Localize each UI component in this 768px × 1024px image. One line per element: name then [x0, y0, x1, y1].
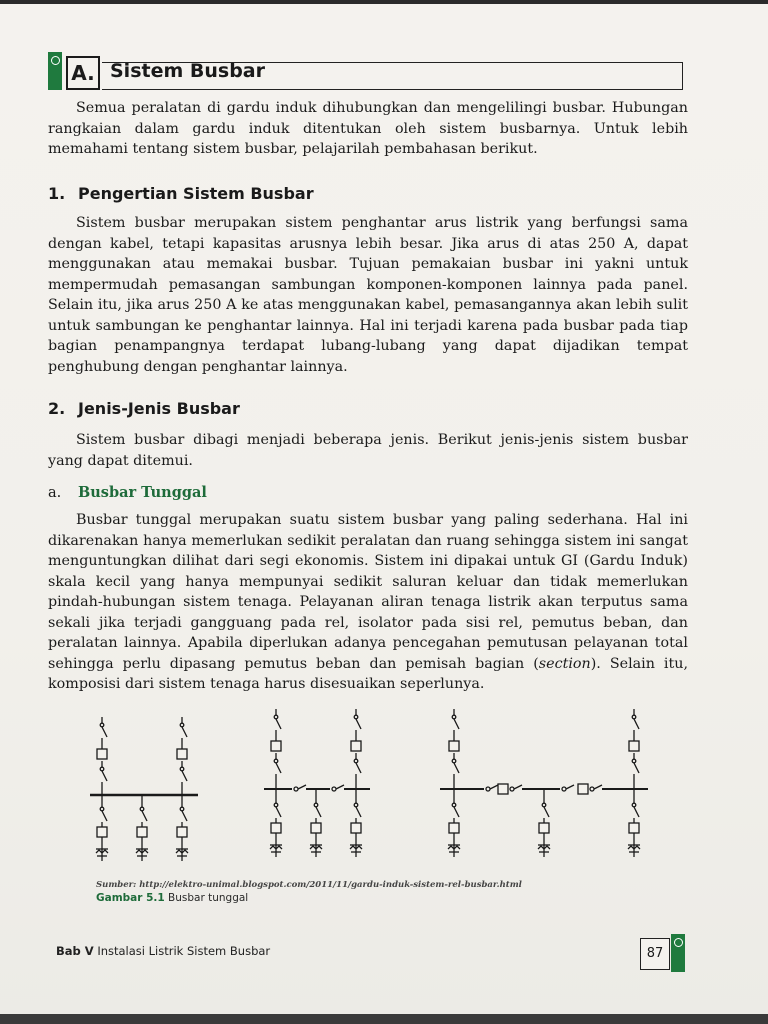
footer-chapter	[56, 944, 270, 958]
busbar-diagram-figure	[80, 705, 680, 880]
subsection-a-paragraph	[48, 510, 688, 695]
subsection-a-title: Busbar Tunggal	[78, 484, 207, 501]
diagram-sectioned-busbar	[264, 709, 370, 857]
subsection-a-text-after: ). Selain itu, komposisi dari sistem tenaga harus disesuaikan seperlunya.	[48, 655, 688, 692]
footer-chapter-label: Bab V	[56, 944, 94, 958]
section-title-box	[102, 62, 683, 90]
subsection-1-number: 1.	[48, 184, 66, 203]
section-tab-marker	[48, 52, 62, 90]
page-number-tab	[671, 934, 685, 972]
subsection-a-heading	[48, 484, 207, 501]
section-title: Sistem Busbar	[110, 60, 265, 82]
figure-caption-text: Busbar tunggal	[168, 892, 249, 904]
subsection-2-heading	[48, 399, 240, 418]
diagram-simple-busbar	[90, 717, 198, 861]
page-number: 87	[640, 938, 670, 970]
subsection-2-title: Jenis-Jenis Busbar	[78, 399, 240, 418]
page-number-block	[640, 934, 686, 974]
intro-paragraph: Semua peralatan di gardu induk dihubungkan dan mengelilingi busbar. Hubungan rangkaian dalam gardu induk ditentukan oleh sistem busbarnya. Untuk lebih memahami tentang sistem busbar, pelajarilah pembahasan berikut.	[48, 100, 688, 157]
subsection-1-paragraph: Sistem busbar merupakan sistem penghantar arus listrik yang berfungsi sama dengan kabel, tetapi kapasitas arusnya lebih besar. Jika arus di atas 250 A, dapat menggunakan atau memakai busbar. Tujuan pemakaian busbar ini yakni untuk mempermudah pemasangan sambungan komponen-komponen lainnya pada panel. Selain itu, jika arus 250 A ke atas menggunakan kabel, pemasangannya akan lebih sulit untuk sambungan ke penghantar lainnya. Hal ini terjadi karena pada busbar pada tiap bagian penampangnya terdapat lubang-lubang yang dapat dijadikan tempat penghubung dengan penghantar lainnya.	[48, 215, 688, 375]
subsection-1-title: Pengertian Sistem Busbar	[78, 184, 314, 203]
figure-caption-label: Gambar 5.1	[96, 892, 165, 904]
page-top-edge	[0, 0, 768, 4]
circle-icon	[674, 938, 683, 947]
subsection-2-paragraph: Sistem busbar dibagi menjadi beberapa jenis. Berikut jenis-jenis sistem busbar yang dapat ditemui.	[48, 432, 688, 469]
footer-chapter-title: Instalasi Listrik Sistem Busbar	[97, 944, 271, 958]
page-bottom-edge	[0, 1014, 768, 1024]
subsection-1-heading	[48, 184, 314, 203]
subsection-2-number: 2.	[48, 399, 66, 418]
figure-caption	[96, 892, 248, 904]
section-letter: A.	[66, 56, 100, 90]
diagram-breaker-sectioned-busbar	[440, 709, 648, 857]
figure-source: Sumber: http://elektro-unimal.blogspot.com/2011/11/gardu-induk-sistem-rel-busbar.html	[96, 880, 522, 890]
subsection-a-letter: a.	[48, 485, 62, 501]
section-header	[48, 52, 688, 90]
subsection-a-text-before: Busbar tunggal merupakan suatu sistem busbar yang paling sederhana. Hal ini dikarenakan hanya memerlukan sedikit peralatan dan ruang sehingga sistem ini sangat menguntungkan dilihat dari segi ekonomis. Sistem ini dipakai untuk GI (Gardu Induk) skala kecil yang hanya mempunyai sedikit saluran keluar dan tidak memerlukan pindah-hubungan sistem tenaga. Pelayanan aliran tenaga listrik akan terputus sama sekali jika terjadi gangguang pada rel, isolator pada sisi rel, pemutus beban, dan peralatan lainnya. Apabila diperlukan adanya pencegahan pemutusan pelayanan total sehingga perlu dipasang pemutus beban dan pemisah bagian (	[48, 512, 688, 672]
circle-icon	[51, 56, 60, 65]
subsection-a-italic-term: section	[538, 655, 591, 672]
